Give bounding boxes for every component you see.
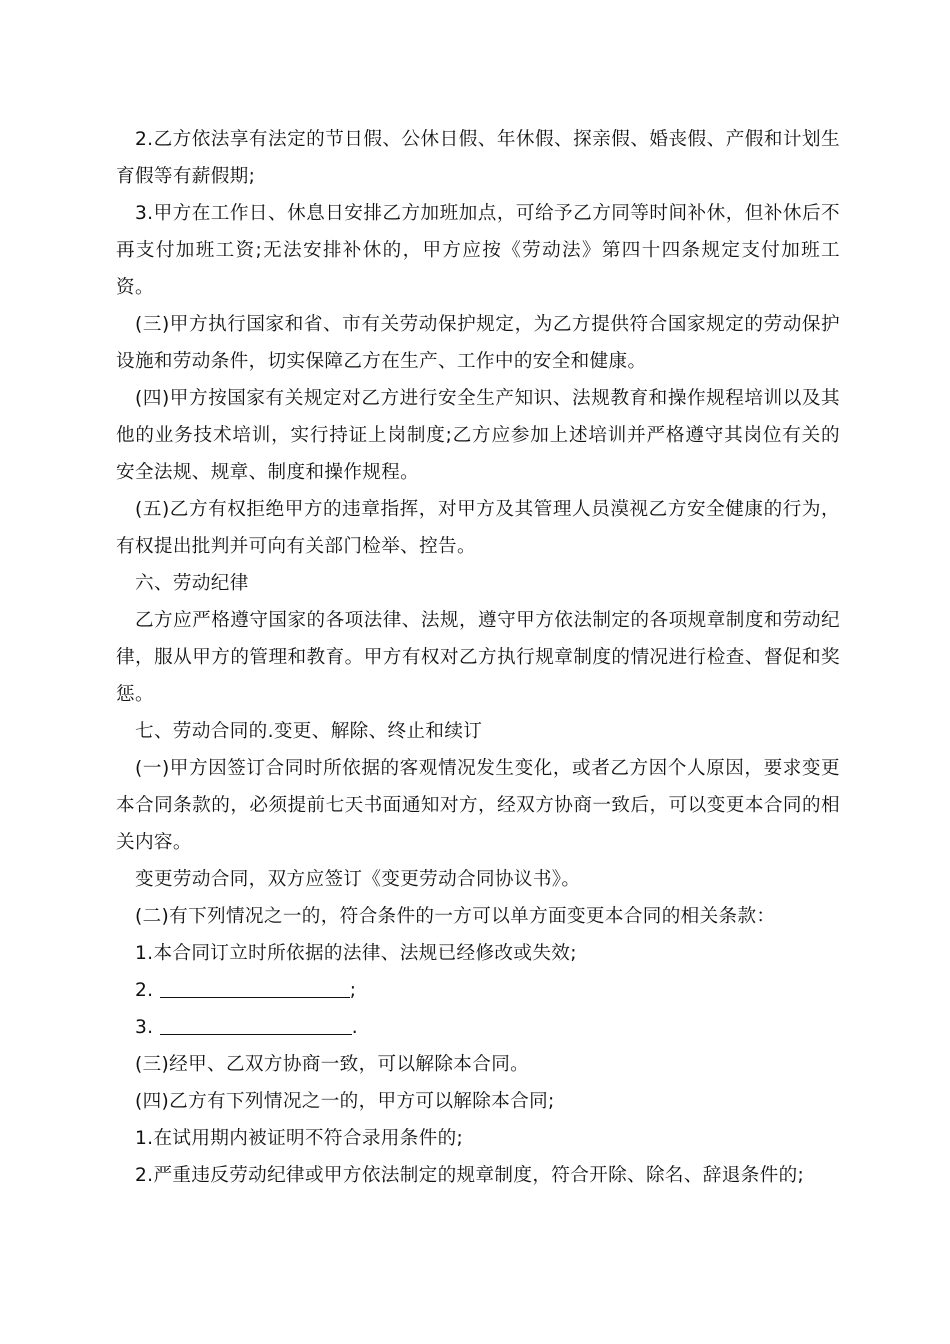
list-item-serious-violation: 2.严重违反劳动纪律或甲方依法制定的规章制度，符合开除、除名、辞退条件的; <box>135 1165 805 1186</box>
blank-item-prefix: 2. <box>135 980 160 1001</box>
paragraph-discipline: 乙方应严格遵守国家的各项法律、法规，遵守甲方依法制定的各项规章制度和劳动纪律，服从甲方的管理和教育。甲方有权对乙方执行规章制度的情况进行检查、督促和奖惩。 <box>116 610 840 705</box>
document-body <box>116 121 840 1194</box>
paragraph-labor-protection: (三)甲方执行国家和省、市有关劳动保护规定，为乙方提供符合国家规定的劳动保护设施和劳动条件，切实保障乙方在生产、工作中的安全和健康。 <box>116 314 840 372</box>
list-item-law-change: 1.本合同订立时所依据的法律、法规已经修改或失效; <box>135 943 577 964</box>
section-heading-contract-change: 七、劳动合同的.变更、解除、终止和续订 <box>135 721 483 742</box>
blank-item-prefix: 3. <box>135 1017 160 1038</box>
paragraph-safety-training: (四)甲方按国家有关规定对乙方进行安全生产知识、法规教育和操作规程培训以及其他的业务技术培训，实行持证上岗制度;乙方应参加上述培训并严格遵守其岗位有关的安全法规、规章、制度和操作规程。 <box>116 388 840 483</box>
paragraph-paid-leave: 2.乙方依法享有法定的节日假、公休日假、年休假、探亲假、婚丧假、产假和计划生育假等有薪假期; <box>116 129 840 187</box>
paragraph-unilateral-change: (二)有下列情况之一的，符合条件的一方可以单方面变更本合同的相关条款： <box>135 906 776 927</box>
list-item-blank-2 <box>116 972 840 1009</box>
paragraph-change-notice: (一)甲方因签订合同时所依据的客观情况发生变化，或者乙方因个人原因，要求变更本合同条款的，必须提前七天书面通知对方，经双方协商一致后，可以变更本合同的相关内容。 <box>116 758 840 853</box>
fill-in-blank-line <box>160 977 350 998</box>
paragraph-change-agreement: 变更劳动合同，双方应签订《变更劳动合同协议书》。 <box>135 869 581 890</box>
paragraph-employer-termination: (四)乙方有下列情况之一的，甲方可以解除本合同; <box>135 1091 555 1112</box>
blank-item-suffix: ; <box>349 980 357 1001</box>
paragraph-mutual-termination: (三)经甲、乙双方协商一致，可以解除本合同。 <box>135 1054 530 1075</box>
list-item-probation: 1.在试用期内被证明不符合录用条件的; <box>135 1128 464 1149</box>
fill-in-blank-line <box>160 1014 352 1035</box>
section-heading-discipline: 六、劳动纪律 <box>135 573 249 594</box>
paragraph-overtime: 3.甲方在工作日、休息日安排乙方加班加点，可给予乙方同等时间补休，但补休后不再支付加班工资;无法安排补休的，甲方应按《劳动法》第四十四条规定支付加班工资。 <box>116 203 840 298</box>
blank-item-suffix: . <box>351 1017 358 1038</box>
paragraph-refuse-violation: (五)乙方有权拒绝甲方的违章指挥，对甲方及其管理人员漠视乙方安全健康的行为，有权提出批判并可向有关部门检举、控告。 <box>116 499 840 557</box>
list-item-blank-3 <box>116 1009 840 1046</box>
